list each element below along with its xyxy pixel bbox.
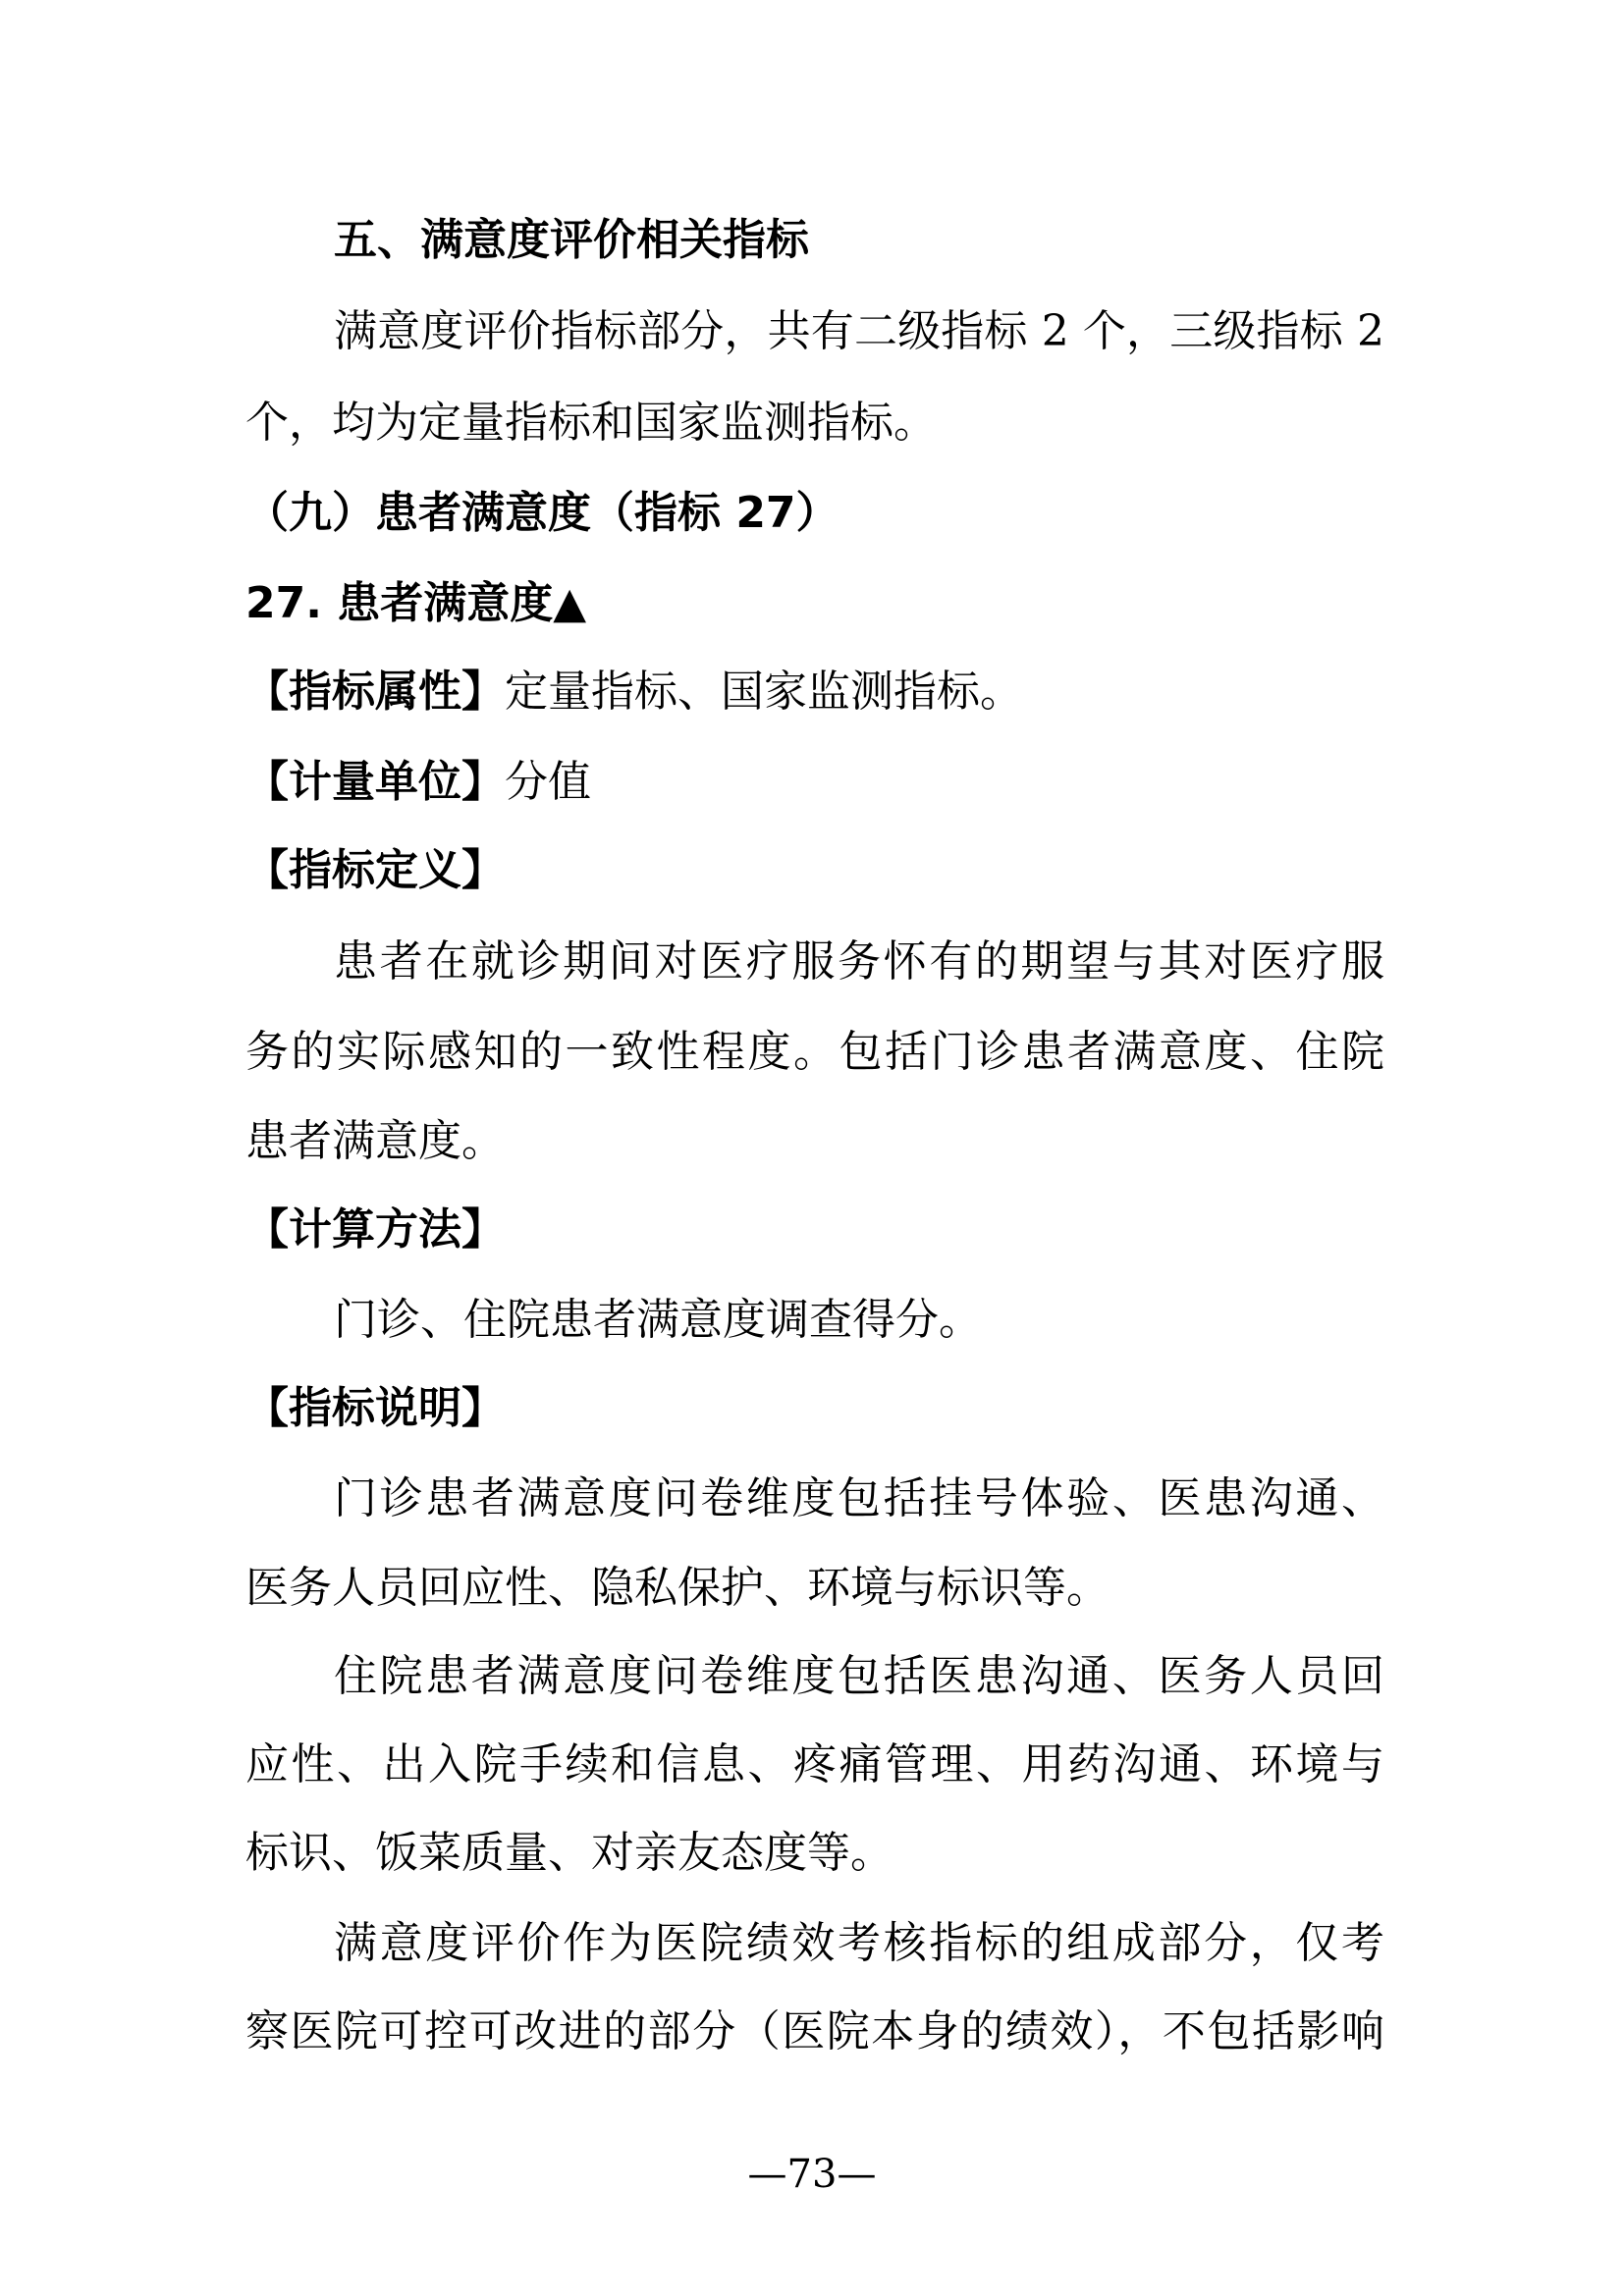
explanation-p3-line-2: 察医院可控可改进的部分（医院本身的绩效），不包括影响 xyxy=(245,2006,1384,2056)
unit-label: 【计量单位】 xyxy=(245,757,505,807)
method-line-1: 门诊、住院患者满意度调查得分。 xyxy=(334,1295,982,1345)
page-number: —73— xyxy=(747,2152,877,2197)
attribute-value: 定量指标、国家监测指标。 xyxy=(505,667,1023,717)
explanation-p2-line-2: 应性、出入院手续和信息、疼痛管理、用药沟通、环境与 xyxy=(245,1739,1384,1789)
attribute-row xyxy=(245,648,1384,736)
explanation-p2-line-1: 住院患者满意度问卷维度包括医患沟通、医务人员回 xyxy=(334,1651,1384,1701)
subsection-heading: （九）患者满意度（指标 27） xyxy=(245,488,839,538)
definition-line-3: 患者满意度。 xyxy=(245,1116,505,1166)
explanation-p3-line-1: 满意度评价作为医院绩效考核指标的组成部分，仅考 xyxy=(334,1918,1384,1968)
attribute-label: 【指标属性】 xyxy=(245,667,505,717)
explanation-p1-line-1: 门诊患者满意度问卷维度包括挂号体验、医患沟通、 xyxy=(334,1473,1384,1523)
unit-value: 分值 xyxy=(505,757,591,807)
section-heading: 五、满意度评价相关指标 xyxy=(334,215,809,265)
explanation-label: 【指标说明】 xyxy=(245,1383,505,1433)
method-label: 【计算方法】 xyxy=(245,1204,505,1255)
explanation-p1-line-2: 医务人员回应性、隐私保护、环境与标识等。 xyxy=(245,1563,1110,1613)
definition-line-2: 务的实际感知的一致性程度。包括门诊患者满意度、住院 xyxy=(245,1027,1384,1077)
explanation-p2-line-3: 标识、饭菜质量、对亲友态度等。 xyxy=(245,1828,893,1878)
definition-line-1: 患者在就诊期间对医疗服务怀有的期望与其对医疗服 xyxy=(334,936,1384,987)
item-heading: 27. 患者满意度▲ xyxy=(245,578,587,628)
intro-line-2: 个，均为定量指标和国家监测指标。 xyxy=(245,398,937,448)
unit-row xyxy=(245,738,1384,827)
definition-label: 【指标定义】 xyxy=(245,845,505,895)
intro-line-1: 满意度评价指标部分，共有二级指标 2 个，三级指标 2 xyxy=(334,306,1384,356)
